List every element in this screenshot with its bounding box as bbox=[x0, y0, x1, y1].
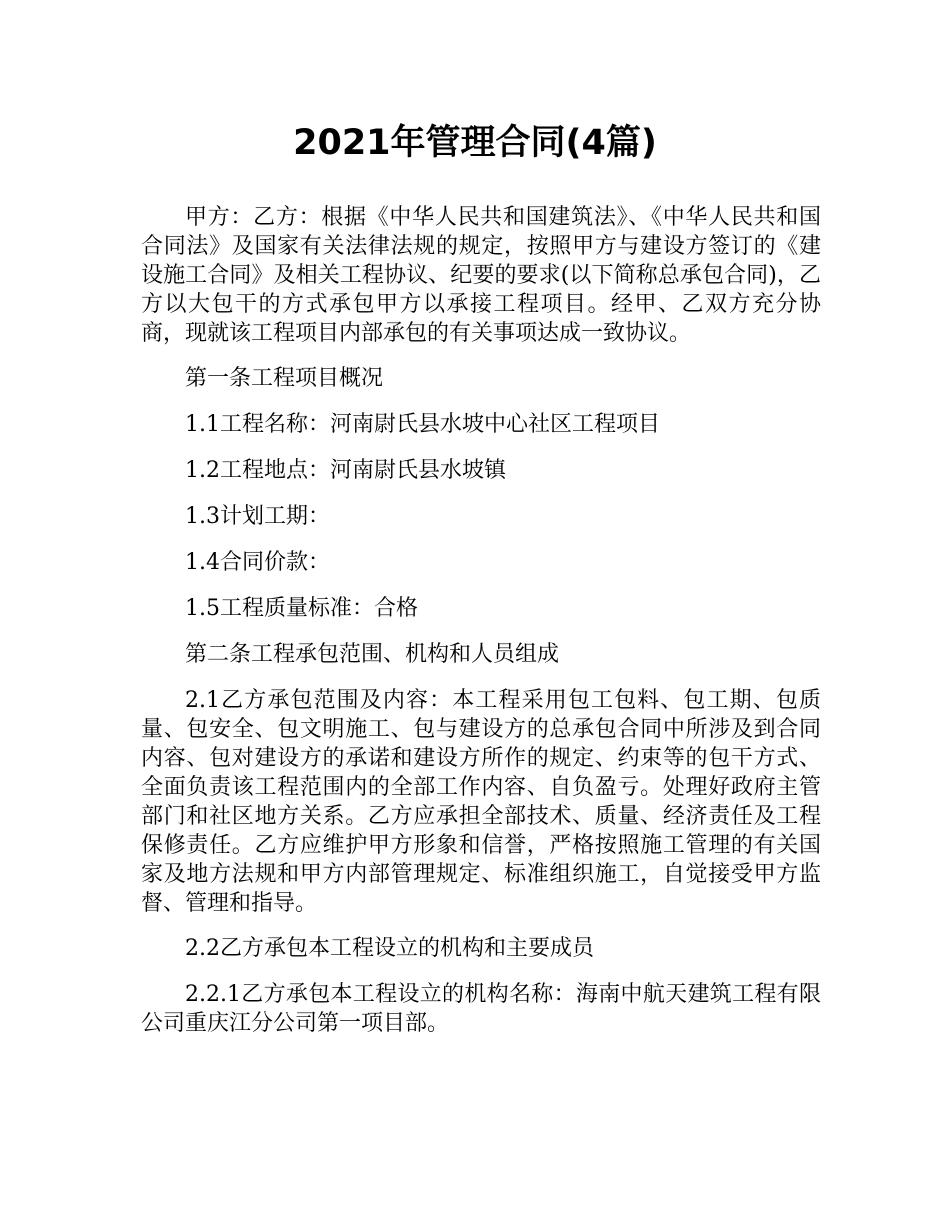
paragraph-project-name: 1.1工程名称：河南尉氏县水坡中心社区工程项目 bbox=[185, 412, 660, 437]
paragraph-planned-duration: 1.3计划工期： bbox=[185, 504, 330, 529]
paragraph-quality-standard: 1.5工程质量标准：合格 bbox=[185, 596, 418, 621]
paragraph-article-2-heading: 第二条工程承包范围、机构和人员组成 bbox=[185, 642, 560, 667]
paragraph-article-1-heading: 第一条工程项目概况 bbox=[185, 366, 384, 391]
document-body bbox=[141, 203, 821, 1054]
paragraph-organization-name: 2.2.1乙方承包本工程设立的机构名称：海南中航天建筑工程有限公司重庆江分公司第一项目部。 bbox=[141, 982, 821, 1036]
paragraph-preamble: 甲方：乙方：根据《中华人民共和国建筑法》、《中华人民共和国合同法》及国家有关法律法规的规定，按照甲方与建设方签订的《建设施工合同》及相关工程协议、纪要的要求(以下简称总承包合同)，乙方以大包干的方式承包甲方以承接工程项目。经甲、乙双方充分协商，现就该工程项目内部承包的有关事项达成一致协议。 bbox=[141, 205, 821, 346]
paragraph-contract-price: 1.4合同价款： bbox=[185, 550, 330, 575]
document-title: 2021年管理合同(4篇) bbox=[293, 123, 657, 163]
paragraph-contract-scope: 2.1乙方承包范围及内容：本工程采用包工包料、包工期、包质量、包安全、包文明施工、包与建设方的总承包合同中所涉及到合同内容、包对建设方的承诺和建设方所作的规定、约束等的包干方式、全面负责该工程范围内的全部工作内容、自负盈亏。处理好政府主管部门和社区地方关系。乙方应承担全部技术、质量、经济责任及工程保修责任。乙方应维护甲方形象和信誉，严格按照施工管理的有关国家及地方法规和甲方内部管理规定、标准组织施工，自觉接受甲方监督、管理和指导。 bbox=[141, 688, 821, 916]
paragraph-project-location: 1.2工程地点：河南尉氏县水坡镇 bbox=[185, 458, 506, 483]
paragraph-organization-heading: 2.2乙方承包本工程设立的机构和主要成员 bbox=[185, 936, 594, 961]
